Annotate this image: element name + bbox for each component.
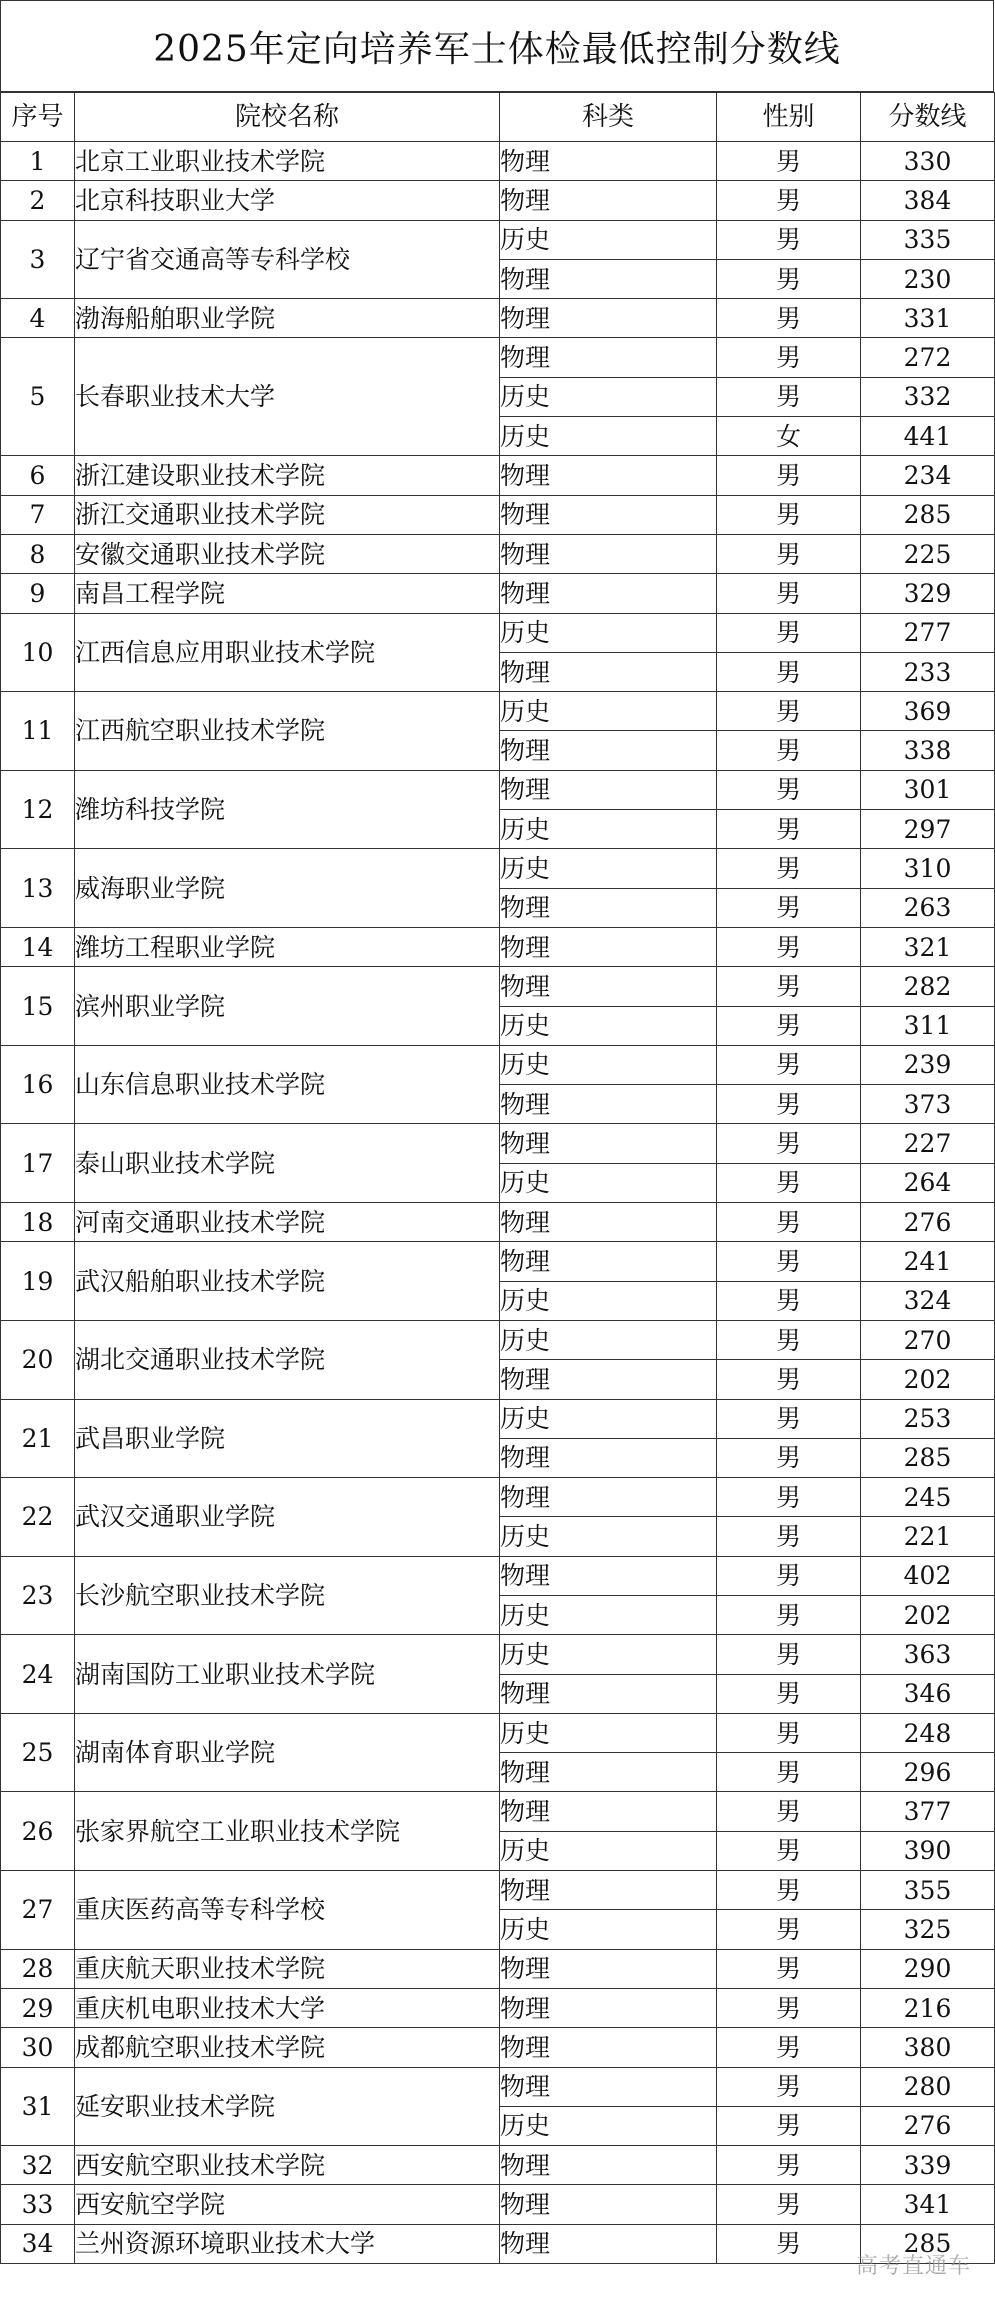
sex-cell: 男 <box>717 1949 861 1988</box>
row-number: 22 <box>1 1478 75 1557</box>
score-cell: 355 <box>861 1871 995 1910</box>
table-row <box>1 142 995 181</box>
sex-cell: 男 <box>717 849 861 888</box>
sex-cell: 男 <box>717 2067 861 2106</box>
sex-cell: 男 <box>717 692 861 731</box>
school-name: 浙江交通职业技术学院 <box>75 495 500 534</box>
table-row <box>1 220 995 259</box>
row-number: 29 <box>1 1988 75 2027</box>
row-number: 20 <box>1 1320 75 1399</box>
subject-cell: 历史 <box>500 1006 717 1045</box>
table-row <box>1 1320 995 1359</box>
sex-cell: 男 <box>717 1478 861 1517</box>
score-cell: 297 <box>861 810 995 849</box>
row-number: 2 <box>1 181 75 220</box>
sex-cell: 男 <box>717 1045 861 1084</box>
subject-cell: 物理 <box>500 1949 717 1988</box>
score-cell: 321 <box>861 927 995 966</box>
row-number: 17 <box>1 1124 75 1203</box>
table-row <box>1 1713 995 1752</box>
sex-cell: 男 <box>717 495 861 534</box>
sex-cell: 男 <box>717 967 861 1006</box>
sex-cell: 男 <box>717 338 861 377</box>
school-name: 河南交通职业技术学院 <box>75 1203 500 1242</box>
score-cell: 285 <box>861 1438 995 1477</box>
school-name: 长春职业技术大学 <box>75 338 500 456</box>
sex-cell: 男 <box>717 1320 861 1359</box>
row-number: 25 <box>1 1713 75 1792</box>
sex-cell: 男 <box>717 613 861 652</box>
score-cell: 285 <box>861 495 995 534</box>
table-row <box>1 849 995 888</box>
row-number: 7 <box>1 495 75 534</box>
score-cell: 373 <box>861 1085 995 1124</box>
sex-cell: 男 <box>717 299 861 338</box>
sex-cell: 男 <box>717 2028 861 2067</box>
subject-cell: 历史 <box>500 692 717 731</box>
row-number: 6 <box>1 456 75 495</box>
score-cell: 363 <box>861 1635 995 1674</box>
subject-cell: 物理 <box>500 259 717 298</box>
school-name: 兰州资源环境职业技术大学 <box>75 2224 500 2263</box>
score-cell: 377 <box>861 1792 995 1831</box>
school-name: 辽宁省交通高等专科学校 <box>75 220 500 299</box>
table-row <box>1 2224 995 2263</box>
subject-cell: 物理 <box>500 1478 717 1517</box>
score-cell: 202 <box>861 1360 995 1399</box>
sex-cell: 男 <box>717 1792 861 1831</box>
row-number: 31 <box>1 2067 75 2146</box>
row-number: 30 <box>1 2028 75 2067</box>
sex-cell: 男 <box>717 1910 861 1949</box>
subject-cell: 物理 <box>500 1203 717 1242</box>
row-number: 9 <box>1 574 75 613</box>
table-row <box>1 1556 995 1595</box>
subject-cell: 物理 <box>500 495 717 534</box>
table-row <box>1 2146 995 2185</box>
score-cell: 202 <box>861 1595 995 1634</box>
subject-cell: 历史 <box>500 417 717 456</box>
subject-cell: 物理 <box>500 534 717 573</box>
subject-cell: 历史 <box>500 1831 717 1870</box>
subject-cell: 物理 <box>500 456 717 495</box>
table-row <box>1 927 995 966</box>
subject-cell: 物理 <box>500 770 717 809</box>
subject-cell: 历史 <box>500 1910 717 1949</box>
sex-cell: 男 <box>717 2224 861 2263</box>
table-row <box>1 1635 995 1674</box>
subject-cell: 历史 <box>500 1399 717 1438</box>
row-number: 24 <box>1 1635 75 1714</box>
subject-cell: 历史 <box>500 377 717 416</box>
score-cell: 330 <box>861 142 995 181</box>
table-row <box>1 2067 995 2106</box>
subject-cell: 物理 <box>500 731 717 770</box>
score-cell: 280 <box>861 2067 995 2106</box>
row-number: 4 <box>1 299 75 338</box>
score-cell: 310 <box>861 849 995 888</box>
school-name: 长沙航空职业技术学院 <box>75 1556 500 1635</box>
school-name: 湖南体育职业学院 <box>75 1713 500 1792</box>
score-cell: 221 <box>861 1517 995 1556</box>
score-cell: 311 <box>861 1006 995 1045</box>
table-row <box>1 1242 995 1281</box>
row-number: 18 <box>1 1203 75 1242</box>
table-body <box>1 142 995 2264</box>
sex-cell: 男 <box>717 377 861 416</box>
subject-cell: 历史 <box>500 613 717 652</box>
school-name: 成都航空职业技术学院 <box>75 2028 500 2067</box>
score-cell: 390 <box>861 1831 995 1870</box>
sex-cell: 男 <box>717 1438 861 1477</box>
table-row <box>1 1045 995 1084</box>
table-row <box>1 1949 995 1988</box>
score-table <box>0 92 995 2264</box>
school-name: 张家界航空工业职业技术学院 <box>75 1792 500 1871</box>
score-cell: 282 <box>861 967 995 1006</box>
row-number: 32 <box>1 2146 75 2185</box>
score-cell: 245 <box>861 1478 995 1517</box>
sex-cell: 男 <box>717 1203 861 1242</box>
sex-cell: 男 <box>717 770 861 809</box>
sex-cell: 男 <box>717 1635 861 1674</box>
subject-cell: 历史 <box>500 1635 717 1674</box>
sex-cell: 男 <box>717 1831 861 1870</box>
score-cell: 225 <box>861 534 995 573</box>
header-no: 序号 <box>1 93 75 142</box>
sex-cell: 男 <box>717 456 861 495</box>
school-name: 江西航空职业技术学院 <box>75 692 500 771</box>
school-name: 重庆航天职业技术学院 <box>75 1949 500 1988</box>
sex-cell: 男 <box>717 1556 861 1595</box>
subject-cell: 历史 <box>500 1320 717 1359</box>
sex-cell: 男 <box>717 534 861 573</box>
score-cell: 216 <box>861 1988 995 2027</box>
subject-cell: 物理 <box>500 338 717 377</box>
score-cell: 346 <box>861 1674 995 1713</box>
row-number: 34 <box>1 2224 75 2263</box>
subject-cell: 物理 <box>500 967 717 1006</box>
school-name: 安徽交通职业技术学院 <box>75 534 500 573</box>
school-name: 重庆医药高等专科学校 <box>75 1871 500 1950</box>
sex-cell: 男 <box>717 1595 861 1634</box>
school-name: 湖南国防工业职业技术学院 <box>75 1635 500 1714</box>
row-number: 10 <box>1 613 75 692</box>
score-cell: 241 <box>861 1242 995 1281</box>
table-row <box>1 534 995 573</box>
subject-cell: 物理 <box>500 1988 717 2027</box>
subject-cell: 物理 <box>500 652 717 691</box>
sex-cell: 男 <box>717 810 861 849</box>
table-row <box>1 1203 995 1242</box>
score-cell: 335 <box>861 220 995 259</box>
score-cell: 441 <box>861 417 995 456</box>
school-name: 武汉船舶职业技术学院 <box>75 1242 500 1321</box>
header-score: 分数线 <box>861 93 995 142</box>
score-cell: 380 <box>861 2028 995 2067</box>
sex-cell: 男 <box>717 142 861 181</box>
row-number: 13 <box>1 849 75 928</box>
sex-cell: 男 <box>717 652 861 691</box>
subject-cell: 历史 <box>500 220 717 259</box>
score-cell: 290 <box>861 1949 995 1988</box>
sex-cell: 男 <box>717 1242 861 1281</box>
table-row <box>1 967 995 1006</box>
sex-cell: 男 <box>717 1674 861 1713</box>
sex-cell: 男 <box>717 1988 861 2027</box>
score-cell: 329 <box>861 574 995 613</box>
subject-cell: 物理 <box>500 1438 717 1477</box>
sex-cell: 男 <box>717 1871 861 1910</box>
school-name: 北京工业职业技术学院 <box>75 142 500 181</box>
score-cell: 248 <box>861 1713 995 1752</box>
subject-cell: 物理 <box>500 1085 717 1124</box>
score-cell: 339 <box>861 2146 995 2185</box>
subject-cell: 物理 <box>500 1674 717 1713</box>
table-row <box>1 338 995 377</box>
subject-cell: 物理 <box>500 181 717 220</box>
school-name: 湖北交通职业技术学院 <box>75 1320 500 1399</box>
sex-cell: 男 <box>717 731 861 770</box>
table-row <box>1 1124 995 1163</box>
sex-cell: 男 <box>717 1399 861 1438</box>
subject-cell: 物理 <box>500 2028 717 2067</box>
table-row <box>1 2028 995 2067</box>
row-number: 26 <box>1 1792 75 1871</box>
sex-cell: 男 <box>717 1753 861 1792</box>
subject-cell: 物理 <box>500 574 717 613</box>
subject-cell: 历史 <box>500 1713 717 1752</box>
page-title: 2025年定向培养军士体检最低控制分数线 <box>0 0 994 92</box>
school-name: 潍坊工程职业学院 <box>75 927 500 966</box>
header-sex: 性别 <box>717 93 861 142</box>
sex-cell: 男 <box>717 1713 861 1752</box>
table-row <box>1 770 995 809</box>
sex-cell: 男 <box>717 2185 861 2224</box>
row-number: 11 <box>1 692 75 771</box>
sex-cell: 男 <box>717 1360 861 1399</box>
score-cell: 230 <box>861 259 995 298</box>
score-cell: 227 <box>861 1124 995 1163</box>
table-row <box>1 574 995 613</box>
score-cell: 341 <box>861 2185 995 2224</box>
table-row <box>1 1988 995 2027</box>
school-name: 南昌工程学院 <box>75 574 500 613</box>
school-name: 武昌职业学院 <box>75 1399 500 1478</box>
score-cell: 270 <box>861 1320 995 1359</box>
sex-cell: 男 <box>717 181 861 220</box>
score-cell: 301 <box>861 770 995 809</box>
score-cell: 338 <box>861 731 995 770</box>
subject-cell: 历史 <box>500 1163 717 1202</box>
subject-cell: 物理 <box>500 2067 717 2106</box>
school-name: 江西信息应用职业技术学院 <box>75 613 500 692</box>
school-name: 浙江建设职业技术学院 <box>75 456 500 495</box>
score-cell: 324 <box>861 1281 995 1320</box>
school-name: 山东信息职业技术学院 <box>75 1045 500 1124</box>
table-row <box>1 613 995 652</box>
row-number: 23 <box>1 1556 75 1635</box>
subject-cell: 物理 <box>500 2224 717 2263</box>
table-row <box>1 2185 995 2224</box>
subject-cell: 物理 <box>500 142 717 181</box>
subject-cell: 物理 <box>500 1124 717 1163</box>
school-name: 西安航空学院 <box>75 2185 500 2224</box>
score-cell: 331 <box>861 299 995 338</box>
subject-cell: 历史 <box>500 810 717 849</box>
sex-cell: 男 <box>717 927 861 966</box>
table-row <box>1 692 995 731</box>
school-name: 泰山职业技术学院 <box>75 1124 500 1203</box>
subject-cell: 物理 <box>500 1792 717 1831</box>
table-row <box>1 299 995 338</box>
row-number: 1 <box>1 142 75 181</box>
score-cell: 402 <box>861 1556 995 1595</box>
school-name: 重庆机电职业技术大学 <box>75 1988 500 2027</box>
row-number: 14 <box>1 927 75 966</box>
score-cell: 325 <box>861 1910 995 1949</box>
sex-cell: 男 <box>717 220 861 259</box>
sex-cell: 男 <box>717 1006 861 1045</box>
row-number: 33 <box>1 2185 75 2224</box>
sex-cell: 男 <box>717 1517 861 1556</box>
score-cell: 253 <box>861 1399 995 1438</box>
subject-cell: 历史 <box>500 1281 717 1320</box>
subject-cell: 物理 <box>500 2146 717 2185</box>
score-cell: 272 <box>861 338 995 377</box>
row-number: 15 <box>1 967 75 1046</box>
subject-cell: 历史 <box>500 1517 717 1556</box>
subject-cell: 历史 <box>500 1595 717 1634</box>
subject-cell: 物理 <box>500 1360 717 1399</box>
school-name: 北京科技职业大学 <box>75 181 500 220</box>
sex-cell: 男 <box>717 574 861 613</box>
score-cell: 234 <box>861 456 995 495</box>
school-name: 西安航空职业技术学院 <box>75 2146 500 2185</box>
row-number: 8 <box>1 534 75 573</box>
sex-cell: 男 <box>717 1085 861 1124</box>
school-name: 潍坊科技学院 <box>75 770 500 849</box>
table-row <box>1 495 995 534</box>
subject-cell: 物理 <box>500 2185 717 2224</box>
sex-cell: 男 <box>717 2106 861 2145</box>
score-cell: 233 <box>861 652 995 691</box>
row-number: 3 <box>1 220 75 299</box>
score-cell: 264 <box>861 1163 995 1202</box>
score-cell: 276 <box>861 2106 995 2145</box>
row-number: 21 <box>1 1399 75 1478</box>
score-cell: 277 <box>861 613 995 652</box>
row-number: 12 <box>1 770 75 849</box>
subject-cell: 物理 <box>500 1871 717 1910</box>
row-number: 16 <box>1 1045 75 1124</box>
sex-cell: 女 <box>717 417 861 456</box>
sex-cell: 男 <box>717 259 861 298</box>
score-cell: 296 <box>861 1753 995 1792</box>
header-name: 院校名称 <box>75 93 500 142</box>
school-name: 威海职业学院 <box>75 849 500 928</box>
subject-cell: 历史 <box>500 1045 717 1084</box>
school-name: 武汉交通职业学院 <box>75 1478 500 1557</box>
subject-cell: 物理 <box>500 888 717 927</box>
table-row <box>1 456 995 495</box>
row-number: 28 <box>1 1949 75 1988</box>
sex-cell: 男 <box>717 1124 861 1163</box>
sex-cell: 男 <box>717 2146 861 2185</box>
score-cell: 285 <box>861 2224 995 2263</box>
score-cell: 239 <box>861 1045 995 1084</box>
header-subject: 科类 <box>500 93 717 142</box>
watermark: 高考直通车 <box>855 2254 971 2279</box>
table-row <box>1 1399 995 1438</box>
school-name: 滨州职业学院 <box>75 967 500 1046</box>
score-cell: 384 <box>861 181 995 220</box>
school-name: 渤海船舶职业学院 <box>75 299 500 338</box>
score-cell: 263 <box>861 888 995 927</box>
row-number: 19 <box>1 1242 75 1321</box>
subject-cell: 历史 <box>500 849 717 888</box>
table-row <box>1 1792 995 1831</box>
subject-cell: 物理 <box>500 1753 717 1792</box>
subject-cell: 历史 <box>500 2106 717 2145</box>
subject-cell: 物理 <box>500 299 717 338</box>
subject-cell: 物理 <box>500 927 717 966</box>
score-cell: 276 <box>861 1203 995 1242</box>
table-header-row <box>1 93 995 142</box>
score-cell: 332 <box>861 377 995 416</box>
table-row <box>1 1871 995 1910</box>
row-number: 27 <box>1 1871 75 1950</box>
subject-cell: 物理 <box>500 1242 717 1281</box>
sex-cell: 男 <box>717 888 861 927</box>
sex-cell: 男 <box>717 1163 861 1202</box>
table-row <box>1 1478 995 1517</box>
sex-cell: 男 <box>717 1281 861 1320</box>
row-number: 5 <box>1 338 75 456</box>
score-cell: 369 <box>861 692 995 731</box>
table-row <box>1 181 995 220</box>
subject-cell: 物理 <box>500 1556 717 1595</box>
school-name: 延安职业技术学院 <box>75 2067 500 2146</box>
